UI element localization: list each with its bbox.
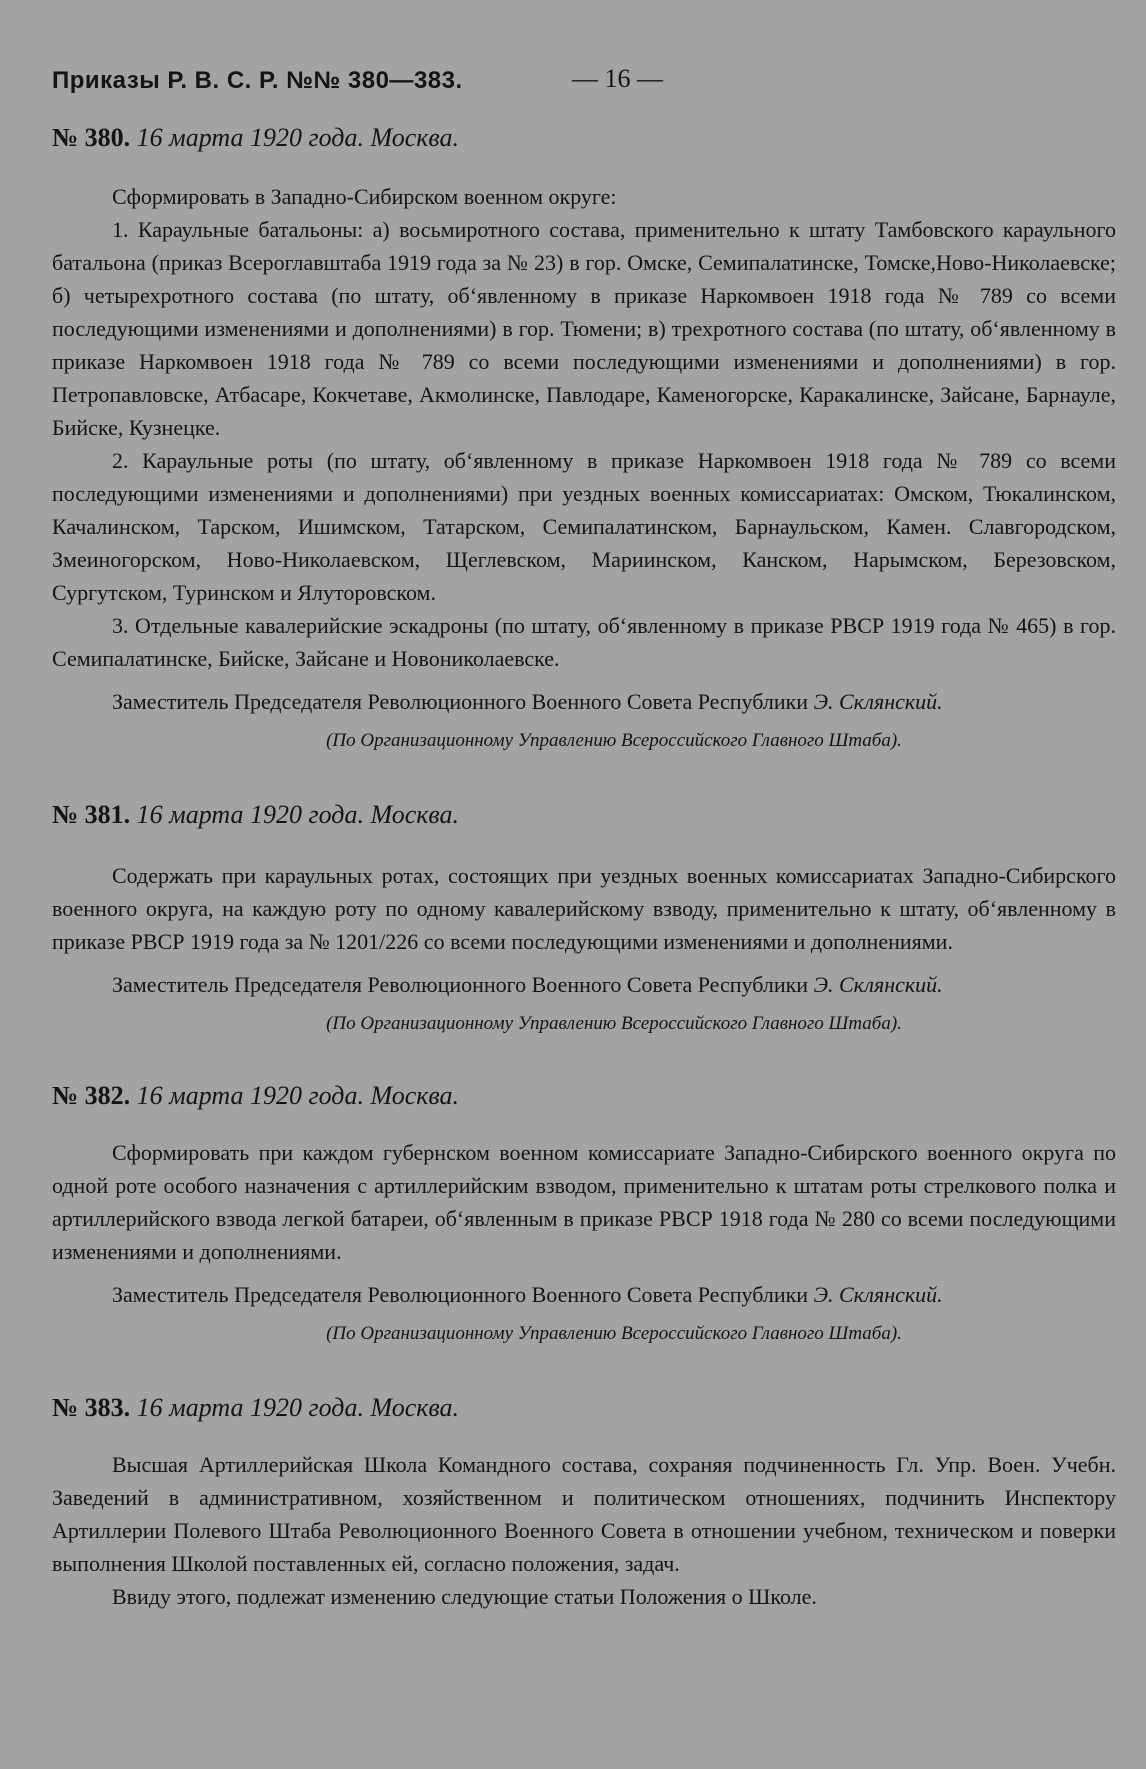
order-paragraph: Содержать при караульных ротах, состоящих при уездных военных комиссариатах Западно-Сибирского военного округа, на каждую роту по одному кавалерийскому взводу, применительно к штату, об‘явленному в приказе РВСР 1919 года за № 1201/226 со всеми последующими изменениями и дополнениями. [52, 863, 1116, 954]
page-number: — 16 — [572, 64, 663, 93]
source-note: (По Организационному Управлению Всероссийского Главного Штаба). [326, 1323, 902, 1344]
page-header [52, 60, 1116, 100]
order-380 [52, 120, 1116, 757]
order-number: № 383. [52, 1393, 131, 1422]
signature [52, 968, 1116, 1001]
signature-title: Заместитель Председателя Революционного Военного Совета Республики [112, 972, 809, 997]
signature-name: Э. Склянский. [813, 1282, 943, 1307]
running-title: Приказы Р. В. С. Р. №№ 380—383. [52, 67, 463, 94]
signature [52, 685, 1116, 718]
order-383 [52, 1390, 1116, 1613]
order-paragraph: 2. Караульные роты (по штату, об‘явленному в приказе Наркомвоен 1918 года № 789 со всеми последующими изменениями и дополнениями) при уездных военных комиссариатах: Омском, Тюкалинском, Качалинском, Тарском, Ишимском, Татарском, Семипалатинском, Барнаульском, Камен. Славгородском, Змеиногорском, Ново-Николаевском, Щеглевском, Мариинском, Канском, Нарымском, Березовском, Сургутском, Туринском и Ялуторовском. [52, 448, 1116, 605]
order-date: 16 марта 1920 года. Москва. [136, 1081, 460, 1110]
order-number: № 380. [52, 123, 131, 152]
order-number: № 382. [52, 1081, 131, 1110]
order-date: 16 марта 1920 года. Москва. [136, 800, 460, 829]
order-date: 16 марта 1920 года. Москва. [136, 123, 460, 152]
order-date: 16 марта 1920 года. Москва. [136, 1393, 460, 1422]
order-heading [52, 797, 1116, 833]
source-note: (По Организационному Управлению Всероссийского Главного Штаба). [326, 730, 902, 751]
signature-title: Заместитель Председателя Революционного Военного Совета Республики [112, 1282, 809, 1307]
order-heading [52, 1078, 1116, 1114]
order-382 [52, 1078, 1116, 1350]
signature [52, 1278, 1116, 1311]
order-heading [52, 120, 1116, 156]
order-381 [52, 797, 1116, 1040]
order-paragraph: 1. Караульные батальоны: а) восьмиротного состава, применительно к штату Тамбовского караульного батальона (приказ Всероглавштаба 1919 года за № 23) в гор. Омске, Семипалатинске, Томске,Ново-Николаевске; б) четырехротного состава (по штату, об‘явленному в приказе Наркомвоен 1918 года № 789 со всеми последующими изменениями и дополнениями) в гор. Тюмени; в) трехротного состава (по штату, об‘явленному в приказе Наркомвоен 1918 года № 789 со всеми последующими изменениями и дополнениями) в гор. Петропавловске, Атбасаре, Кокчетаве, Акмолинске, Павлодаре, Каменогорске, Каракалинске, Зайсане, Барнауле, Бийске, Кузнецке. [52, 217, 1116, 440]
signature-name: Э. Склянский. [813, 689, 943, 714]
order-paragraph: Сформировать при каждом губернском военном комиссариате Западно-Сибирского военного округа по одной роте особого назначения с артиллерийским взводом, применительно к штатам роты стрелкового полка и артиллерийского взвода легкой батареи, об‘явленным в приказе РВСР 1918 года № 280 со всеми последующими изменениями и дополнениями. [52, 1140, 1116, 1264]
order-paragraph: 3. Отдельные кавалерийские эскадроны (по штату, об‘явленному в приказе РВСР 1919 года № 465) в гор. Семипалатинске, Бийске, Зайсане и Новониколаевске. [52, 613, 1116, 671]
signature-title: Заместитель Председателя Революционного Военного Совета Республики [112, 689, 809, 714]
order-paragraph: Сформировать в Западно-Сибирском военном округе: [112, 184, 617, 209]
signature-name: Э. Склянский. [813, 972, 943, 997]
order-number: № 381. [52, 800, 131, 829]
order-heading [52, 1390, 1116, 1426]
order-paragraph: Высшая Артиллерийская Школа Командного состава, сохраняя подчиненность Гл. Упр. Воен. Учебн. Заведений в административном, хозяйственном и политическом отношениях, подчинить Инспектору Артиллерии Полевого Штаба Революционного Военного Совета в отношении учебном, техническом и поверки выполнения Школой поставленных ей, согласно положения, задач. [52, 1452, 1116, 1576]
source-note: (По Организационному Управлению Всероссийского Главного Штаба). [326, 1013, 902, 1034]
order-paragraph: Ввиду этого, подлежат изменению следующие статьи Положения о Школе. [112, 1584, 817, 1609]
